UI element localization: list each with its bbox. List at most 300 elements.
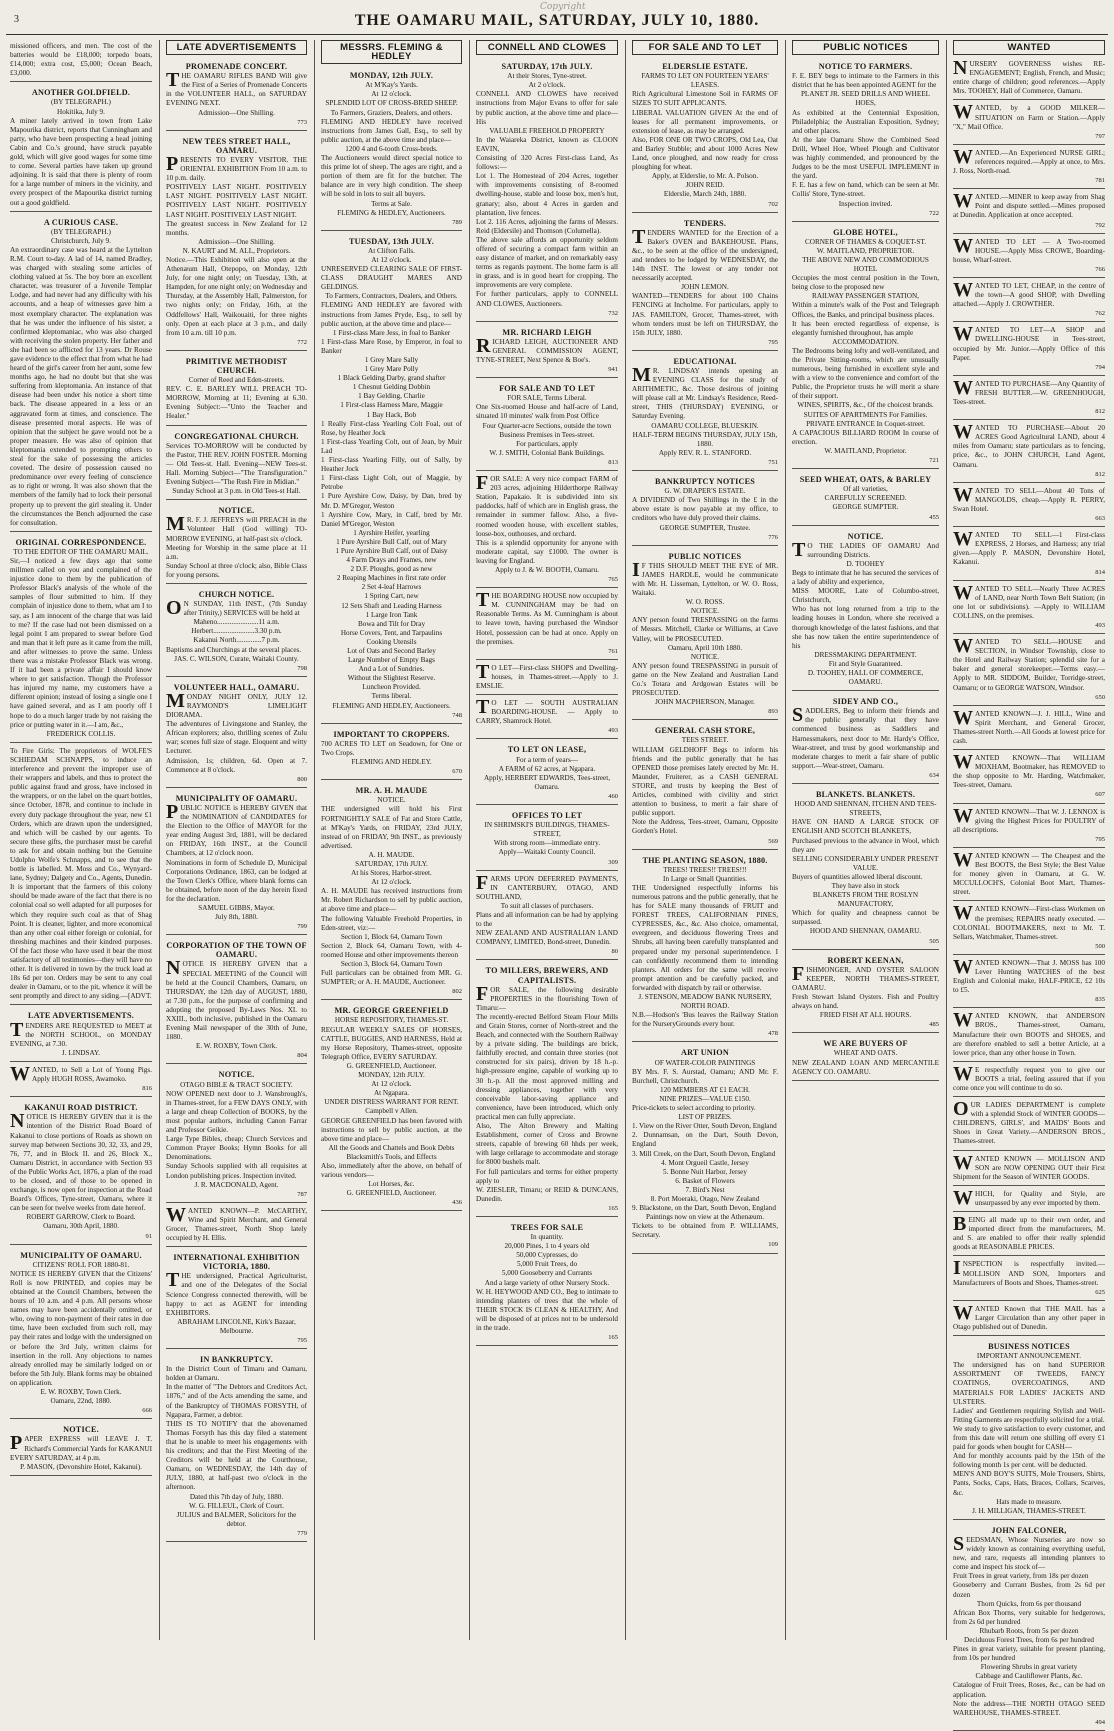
advertisement [166,428,307,501]
ad-text: Large Number of Empty Bags [348,656,435,665]
ad-number: 795 [297,1337,307,1344]
ad-text: Plans and all information can be had by applying to the [476,910,618,929]
ad-text: Fit and Style Guaranteed. [828,659,903,668]
ad-text: WHICH, for Quality and Style, are unsurpassed by any ever imported by them. [953,1186,1105,1209]
ad-text: Dated this 7th day of July, 1880. [189,1492,284,1501]
ad-text: W. MAITLAND, Proprietor. [824,446,907,455]
ad-text: W. G. FILLEUL, Clerk of Court. [189,1501,284,1510]
ad-text: JAS. C. WILSON, Curate, Waitaki County. [174,654,299,663]
ad-number: 91 [145,1232,152,1240]
ad-text: missioned officers, and men. The cost of the batteries would be £18,000; torpedo boats, £14,000; extra cost, £5,000; Ocean Beach, £3,000. [10,42,152,78]
ad-text: 1 Chesnut Gelding Dobbin [352,383,431,392]
advertisement [10,214,152,532]
ad-text: FOR SALE, Terms Liberal. [507,394,587,403]
ad-text: At his Stores, Harbor-street. [351,869,432,878]
ad-text: Horse Covers, Tent, and Tarpaulins [340,628,443,637]
column-heading: MESSRS. FLEMING & HEDLEY [321,40,462,64]
ad-text: 700 ACRES TO LET on Seadown, for One or Two Crops. [321,739,462,757]
ad-text: At 2 o'clock. [528,81,566,90]
page-number: 3 [14,14,19,25]
ad-number: 941 [608,366,618,374]
advertisement [632,215,778,351]
ad-text: ANY person found TRESPASSING on the farms of Messrs. Mitchell, Clarke or Williams, at Cave Valley, will be PROSECUTED. [632,616,778,643]
ad-title: THE PLANTING SEASON, 1880. [642,855,768,865]
ad-text: At Ngapara. [373,1089,410,1098]
advertisement [166,790,307,935]
ad-text: PRIVATE ENTRANCE In Coquet-street. [806,419,925,428]
ad-text: Meeting for Worship in the same place at 11 a.m. [166,543,307,561]
ad-text: HALF-TERM BEGINS THURSDAY, JULY 15th, 1880. [632,430,778,448]
ad-text: ACCOMMODATION. [832,337,899,346]
column-5 [628,40,782,1640]
ad-text: G. GREENFIELD, Auctioneer. [346,1189,437,1198]
ad-text: 4 Farm Drays and Frames, new [346,556,437,565]
ad-title: MONDAY, 12th JULY. [349,71,434,81]
ad-text: BY Mrs. F. S. Aurstad, Oamaru; AND Mr. F. Burchell, Christchurch. [632,1067,778,1085]
ad-title: WE ARE BUYERS OF [823,1039,908,1049]
ad-text: NOTICE IS HEREBY GIVEN that it is the intention of the District Road Board of Kakanui to close portions of Roads as shown on survey map between Sections 30, 32, 33, and 29, 76, 77, and in Block II. and 26, Block X., Oamaru District, in accordance with Section 93 of the Public Works Act, 1876, a plan of the road to be closed, and of those to be opened in exchange, is now open for inspection at the Road Board's Offices, Tyne-street, Oamaru, where it can be seen for twelve weeks from date hereof. [10,1110,152,1213]
ad-text: CITIZENS' ROLL FOR 1880-81. [32,1260,130,1269]
advertisement [321,782,462,1000]
ad-number: 814 [1095,568,1105,576]
ad-title: PROMENADE CONCERT. [185,62,288,72]
ad-text: Ladies' and Gentlemen requiring Stylish and Well-Fitting Garments are respectfully solicited for a trial. [953,1406,1105,1424]
ad-text: Flowering Shrubs in great variety [980,1663,1078,1672]
ad-text: UNRESERVED CLEARING SALE OF FIRST-CLASS DRAUGHT MARES AND GELDINGS. [321,265,462,292]
advertisement [953,752,1105,803]
ad-text: Oamaru, 22nd, 1880. [50,1397,112,1406]
ad-text: FLEMING AND HEDLEY, Auctioneers. [332,701,451,710]
advertisement [476,380,618,471]
ad-text: 1 Bay Hack, Bob [366,410,417,419]
ad-text: 5,000 Gooseberry and Currants [501,1269,593,1278]
ad-text: Herbert.......................3.30 p.m. [191,627,282,636]
ad-text: 1 First-class Yearling Filly, out of Sally, by Heather Jock [321,456,462,474]
ad-text: HORSE REPOSITORY, THAMES-ST. [334,1016,449,1025]
ad-text: All the Goods and Chattels and Book Debts [328,1143,455,1152]
ad-text: The following Valuable Freehold Properties, in Eden-street, viz:— [321,914,462,932]
ad-text: 1 Black Gelding Darby, grand shafter [337,374,446,383]
ad-text: And a Lot of Sundries. [358,665,425,674]
ad-text: OTAGO BIBLE & TRACT SOCIETY. [180,1080,293,1089]
ad-text: FLEMING AND HEDLEY have received instructions from James Gall, Esq., to sell by public auction, at the above time and place— [321,117,462,144]
ad-text: GEORGE GREENFIELD has been favored with instructions to sell by public auction, at the above time and place— [321,1116,462,1143]
advertisement [792,952,939,1034]
ad-text: A miner lately arrived in town from Lake Mapourika district, reports that Cunningham and party, who have been prospecting a head joining Cabin and Co.'s ground, have struck payable gold, which will give good wages for some time to come. Several parties have taken up ground adjoining. It is said that there is plenty of room for a large number of miners in the vicinity, and every prospect of the Mapourika district turning out a good goldfield. [10,116,152,207]
ad-text: Price-tickets to select according to priority. [632,1104,756,1113]
ad-text: The above sale affords an opportunity seldom offered of securing a compact farm within an easy distance of market, and on remarkably easy terms as regards payment. The home farm is all in grass, and is in good heart for cropping. The improvements are very complete. [476,235,618,290]
ad-text: PUBLIC NOTICE is HEREBY GIVEN that the NOMINATION of CANDIDATES for the Election to the Office of MAYOR for the year ending August 3rd, 1881, will be declared on FRIDAY, 16th INST., at the Council Chambers, at 12 o'clock noon. [166,800,307,858]
ad-text: 1 First-class Harness Mare, Maggie [340,401,443,410]
ad-text: THE ABOVE NEW AND COMMODIOUS HOTEL [802,255,929,274]
ad-title: TO LET ON LEASE, [507,745,587,755]
ad-title: INTERNATIONAL EXHIBITION VICTORIA, 1880. [173,1253,300,1272]
ad-title: TO MILLERS, BREWERS, AND CAPITALISTS. [485,966,609,985]
ad-number: 165 [608,1204,618,1212]
ad-number: 765 [608,576,618,584]
advertisement [953,903,1105,954]
ad-text: 1 First-class Light Colt, out of Maggie, by Petrobe [321,474,462,492]
ad-number: 634 [929,771,939,779]
ad-number: 478 [768,1030,778,1038]
ad-title: MUNICIPALITY OF OAMARU. [20,1250,142,1260]
ad-text: JOHN MACPHERSON, Manager. [655,698,755,707]
ad-text: WINES, SPIRITS, &c., Of the choicest brands. [797,401,934,410]
advertisement [166,1351,307,1542]
ad-text: ON SUNDAY, 11th INST., (7th Sunday after Trinity,) SERVICES will be held at [166,597,307,620]
ad-text: NOTICE. [377,796,406,805]
ad-number: 722 [929,209,939,217]
ad-text: OAMARU COLLEGE, BLUESKIN. [651,421,759,430]
ad-text: Note the Address, Tees-street, Oamaru, Opposite Gorden's Hotel. [632,818,778,836]
ad-number: 794 [1095,363,1105,371]
ad-text: African Box Thorns, very suitable for hedgerows, from 2s 6d per hundred [953,1608,1105,1626]
advertisement [953,636,1105,706]
ad-text: Which for quality and cheapness cannot be surpassed. [792,909,939,927]
advertisement [792,471,939,525]
ad-number: 816 [142,1085,152,1093]
ad-title: CHURCH NOTICE. [198,589,275,599]
ad-text: WANTED KNOWN, that ANDERSON BROS., Thames-street, Oamaru, Manufacture their own BOOTS and SHOES, and are therefore enabled to sell a better Article, at a lower price, than any other house in Town. [953,1009,1105,1057]
ad-title: PUBLIC NOTICES [668,551,742,561]
advertisement [476,324,618,378]
ad-text: Lot 1. The Homestead of 204 Acres, together with improvements consisting of 8-roomed dwelling-house, stable and loose box, men's hut, granary; also, about 4 Acres in garden and plantation, live fences. [476,172,618,217]
ad-text: 1 Grey Mare Polly [364,365,419,374]
ad-text: E. W. ROXBY, Town Clerk. [40,1388,122,1397]
library-stamp: Copyright [540,2,586,12]
ad-number: 893 [768,708,778,716]
ad-number: 800 [297,775,307,783]
ad-text: BEING all made up to their own order, and imported direct from the manufacturers, M. and S. are enabled to offer their really splendid goods at REASONABLE PRICES. [953,1213,1105,1252]
ad-text: REGULAR WEEKLY SALES OF HORSES, CATTLE, BUGGIES, AND HARNESS, Held at my Horse Repository, Thames-street, opposite Telegraph Office, EVERY SATURDAY. [321,1025,462,1061]
ad-text: A. H. MAUDE has received instructions from Mr. Robert Richardson to sell by public auction, at above time and place— [321,887,462,914]
ad-text: Begs to intimate that he has secured the services of a lady of ability and experience, [792,568,939,587]
ad-text: FOR SALE, the following desirable PROPERTIES in the flourishing Town of Timaru:— [476,982,618,1012]
ad-text: PAPER EXPRESS will LEAVE J. T. Richard's Commercial Yards for KAKANUI EVERY SATURDAY, at 4 p.m. [10,1432,152,1462]
ad-text: CAREFULLY SCREENED. [824,494,907,503]
advertisement [321,233,462,724]
ad-text: For a term of years— [516,755,578,764]
ad-text: SELLING CONSIDERABLY UNDER PRESENT VALUE. [792,854,939,872]
advertisement [476,58,618,322]
ad-title: IN BANKRUPTCY. [199,1355,273,1365]
ad-text: N.B.—Hodson's 'Bus leaves the Railway Station for the NurseryGrounds every hour. [632,1011,778,1029]
advertisement [792,58,939,222]
advertisement [792,1035,939,1080]
ad-number: 455 [929,513,939,521]
ad-text: Gooseberry and Currant Bushes, from 2s 6d per dozen [953,1581,1105,1599]
ad-number: 666 [142,1407,152,1415]
ad-number: 787 [297,1190,307,1198]
ad-text: 7. Bird's Nest [685,1185,725,1194]
advertisement [953,850,1105,901]
advertisement [953,1188,1105,1212]
advertisement [476,697,618,739]
ad-number: 761 [608,647,618,655]
ad-text: Oamaru, 30th April, 1880. [43,1222,119,1231]
ad-text: Rhubarb Roots, from 5s per dozen [979,1626,1079,1635]
ad-title: VOLUNTEER HALL, OAMARU. [173,682,300,692]
ad-text: To Farmers, Graziers, Dealers, and others. [330,108,453,117]
advertisement [476,473,618,588]
ad-text: In the District Court of Timaru and Oamaru, holden at Oamaru. [166,1365,307,1383]
ad-number: 799 [297,923,307,931]
advertisement [10,1064,152,1097]
ad-text: WANTED KNOWN—First-class Workmen on the premises; REPAIRS neatly executed. — COLONIAL BOOTMAKERS, next to Mr. T. Sellars, Watchmaker, Thames-street. [953,902,1105,941]
ad-text: NOTICE IS HEREBY GIVEN that a SPECIAL MEETING of the Council will be held at the Council Chambers, Oamaru, on THURSDAY, the 12th day of AUGUST, 1880, at 7.30 p.m., for the purpose of confirming and adopting the proposed By-Laws Nos. XI. to XXIII., both inclusive, published in the Oamaru Evening Mail newspaper of the 30th of June, 1880. [166,957,307,1042]
ad-text: For further particulars, apply to CONNELL AND CLOWES, Auctioneers. [476,290,618,308]
ad-text: 4. Mont Orgueil Castle, Jersey [661,1158,749,1167]
ad-text: 2 Reaping Machines in first rate order [336,574,447,583]
ad-text: At Clifton Falls. [368,246,415,255]
ad-title: PRIMITIVE METHODIST CHURCH. [185,356,288,375]
ad-text: 1 Pure Ayrshire Bull Calf, out of Mary [336,537,447,546]
ad-text: Also, The Alton Brewery and Malting Establishment, corner of Cross and Browne streets, capable of brewing 60 hhds per week, with large cellarage to accommodate and storage for 8000 bushels malt. [476,1122,618,1167]
advertisement [10,1099,152,1244]
advertisement [953,485,1105,527]
advertisement [476,873,618,961]
ad-text: 6. Basket of Flowers [675,1176,735,1185]
ad-title: ORIGINAL CORRESPONDENCE. [15,537,147,547]
ad-text: Deciduous Forest Trees, from 6s per hundred [964,1635,1094,1644]
ad-text: Apply to J. & W. BOOTH, Oamaru. [495,565,599,574]
ad-text: GEORGE SUMPTER, Trustee. [659,523,751,532]
ad-number: 500 [1095,942,1105,950]
ad-text: To suit all classes of purchasers. [500,901,594,910]
ad-text: FREDERICK COLLIS. [46,729,116,738]
ad-text: TO LET—First-class SHOPS and Dwelling-houses, in Thames-street.—Apply to J. EMSLIE. [476,660,618,690]
advertisement [632,473,778,546]
ad-text: WANTED, to Sell a Lot of Young Pigs. Apply HUGH ROSS, Awamoko. [10,1062,152,1085]
ad-text: And a large variety of other Nursery Stock. [484,1278,610,1287]
advertisement [166,586,307,677]
ad-text: WANTED TO SELL—HOUSE and SECTION, in Windsor Township, close to the Hotel and Railway Station; splendid site for a baker and general storekeeper.—Terms easy.—Apply to MR. SIDDOM, Builder, Torridge-street, Oamaru; or to GEORGE WATSON, Windsor. [953,635,1105,692]
ad-text: Cabbage and Cauliflower Plants, &c. [975,1672,1083,1681]
ad-text: NOTICE. [690,607,720,616]
ad-number: 80 [611,948,618,956]
advertisement [953,58,1105,100]
ad-number: 766 [1095,265,1105,273]
ad-text: 1 Really First-class Yearling Colt Foal, out of Rose, by Heather Jock [321,419,462,437]
column-2 [162,40,311,1640]
ad-text: N. KAURT and M. ALL, Proprietors. [182,246,291,255]
ad-number: 789 [452,218,462,226]
ad-title: NOTICE. [847,531,884,541]
advertisement [166,133,307,351]
ad-text: Services TO-MORROW will be conducted by the Pastor, THE REV. JOHN FOSTER. Morning — Old Tees-st. Hall. Evening—NEW Tees-st. Hall. Morning Subject—"The Transfiguration." Evening Subject—"The Rush Fire in Midian." [166,441,307,487]
ad-number: 165 [608,1334,618,1342]
ad-text: Hats made to measure. [996,1497,1062,1506]
ad-title: ANOTHER GOLDFIELD. [31,88,131,98]
ad-number: 762 [1095,310,1105,318]
ad-text: TREES! TREES!! TREES!!! [663,865,747,874]
ad-text: 2. Dunnamsan, on the Dart, South Devon, England [632,1131,778,1149]
ad-title: TUESDAY, 13th JULY. [349,236,434,246]
ad-title: GENERAL CASH STORE, [654,726,756,736]
ad-text: Lot 2. 116 Acres, adjoining the farms of Messrs. Reid (Eldersile) and Thomson (Columella). [476,217,618,235]
ad-title: SEED WHEAT, OATS, & BARLEY [799,475,932,485]
ad-text: LIST OF PRIZES. [678,1113,732,1122]
advertisement [953,236,1105,278]
ad-text: To Farmers, Contractors, Dealers, and Others. [325,292,458,301]
advertisement [10,40,152,82]
advertisement [792,224,939,469]
advertisement [321,726,462,780]
ad-number: 607 [1095,791,1105,799]
ad-text: Sunday Schools supplied with all requisites at London publishing prices. Inspection invited. [166,1162,307,1180]
ad-text: Terms liberal. [371,692,412,701]
ad-text: J. LINDSAY. [61,1048,101,1057]
ad-text: CONNELL AND CLOWES have received instructions from Major Evans to offer for sale by public auction, at the above time and place—His [476,90,618,126]
ad-text: Corner of Reed and Eden-streets. [188,376,285,385]
ad-text: SPLENDID LOT OF CROSS-BRED SHEEP. [325,99,458,108]
ad-text: Also, immediately after the above, on behalf of various vendors— [321,1161,462,1180]
ad-number: 772 [297,338,307,346]
ad-title: NEW TEES STREET HALL, OAMARU. [182,136,291,155]
ad-text: G. GREENFIELD, Auctioneer. [346,1061,437,1070]
advertisement [632,722,778,849]
ad-text: 1 First-class Mare Jess, in foal to Banker [332,328,451,337]
ad-text: (BY TELEGRAPH.) [51,98,111,107]
ad-text: The Auctioneers would direct special notice to this prime lot of sheep. The ages are right, and a portion of them are fit for the butcher. The balance are in very high condition. The sheep will be sold in lots to suit all buyers. [321,154,462,199]
ad-title: BANKRUPTCY NOTICES [655,477,755,487]
ad-text: WANTED TO LET—A SHOP and DWELLING-HOUSE in Tees-street, occupied by Mr. Junior.—Apply Office of this Paper. [953,323,1105,362]
ad-number: 813 [608,458,618,466]
ad-text: At the late Oamaru Show the Combined Seed Drill, Wheel Hoe, Wheel Plough and Cultivator was highly commended, and pronounced by the Judges to be the most USEFUL IMPLEMENT in the yard. [792,135,939,181]
ad-title: JOHN FALCONER, [991,1525,1067,1535]
ad-text: Apply REV. R. L. STANFORD. [658,448,752,457]
ad-text: THE OAMARU RIFLES BAND Will give the First of a Series of Promenade Concerts in the VOLUNTEER HALL, on SATURDAY EVENING NEXT. [166,69,307,108]
ad-text: IF THIS SHOULD MEET THE EYE of MR. JAMES HARDLE, would he communicate with Mr. H. Lisseman, Lyttelton, or W. O. Ross, Waitaki. [632,558,778,598]
ad-title: SATURDAY, 17th JULY. [501,62,593,72]
advertisement [953,378,1105,420]
ad-text: To Fire Girls: The proprietors of WOLFE'S SCHIEDAM SCHNAPPS, to induce an interference and prevent the improper use of their wrappers and labels, and thus to protect the public against fraud and gross, have inclosed in the wrappers, or on the label on the quart bottles, since October, 1878, and continue to include in every duty package throughout the year, new £1 Orders, which are drawn upon the undersigned, and which will be cashed by our agents. To secure these gifts, the purchaser must be careful to ask for and obtain nothing but the Genuine Udolpho Wolfe's Schnapps, and to see that the bottle is labelled. M. Moss and Co., Wynyard-lane, Sydney; Dalgety and Co., Agents, Dunedin. It is important that the farmers of this colony should be made aware of the fact that there is no colonial coal so well adapted for all purposes for which they require such coal as that of Shag Point. It is cleaner, lighter, and more economical than any other coal either foreign or colonial, for threshing machines and their kindred purposes. Of the fact those who have used it bear the most satisfactory of all testimonies—they will have no other. It is delivered in town by the truck load at 18s 6d per ton. Orders may be sent to any coal dealer in Oamaru, or to the pit, whence it will be sent promptly and direct to any siding.—[ADVT. [10,746,152,1001]
ad-text: NOTICE IS HEREBY GIVEN that the Citizens' Roll is now PRINTED, and copies may be obtained at the Council Chambers, between the hours of 10 a.m. and 4 p.m. All persons whose names may have been accidentally omitted, or who, owing to non-payment of their rates in due time, have been excluded from such roll, may pay their rates and lodge with the undersigned on or before the 3rd July, written claims for insertion in the roll. Any objections to names already enrolled may be similarly lodged on or before the 5th July. Blank forms may be obtained on application. [10,1269,152,1387]
ad-text: Elderslie, March 24th, 1880. [663,190,747,199]
ad-text: As exhibited at the Centennial Exposition, Philadelphia; the Australian Exposition, Sydney; and other places. [792,108,939,135]
ad-text: (BY TELEGRAPH.) [51,227,111,236]
ad-text: Fruit Trees in great variety, from 18s per dozen [953,1572,1089,1581]
advertisement [953,957,1105,1008]
advertisement [953,529,1105,580]
ad-title: IMPORTANT TO CROPPERS. [333,729,450,739]
ad-text: 1 Spring Cart, new [364,592,419,601]
ad-text: WANTED TO PURCHASE—About 20 ACRES Good Agricultural LAND, about 4 miles from Oamaru; state particulars as to fencing, price, &c., to JOHN CHURCH, Land Agent, Oamaru. [953,421,1105,469]
ad-text: We study to give satisfaction to every customer, and from this date will return one shilling off every £1 paid for goods when bought for CASH— [953,1424,1105,1452]
ad-text: An extraordinary case was heard at the Lyttelton R.M. Court to-day. A lad of 14, named Bradley, was charged with stealing some articles of clothing valued at 5s. The boy bore an excellent character, was treasurer of a Juvenile Templar Lodge, and had never had any difficulty with his accounts, and a heap of witnesses gave him a most exemplary character. The explanation was that he was under the influence of his sister, a confirmed kleptomaniac, who was also charged with receiving the stolen property. Her father and she had been so afflicted for 13 years. Dr Rouse gave evidence to the effect that from what he had heard of the girl's career from her aunt, some few months ago, he had no doubt but that she was suffering from kleptomania. An instance of that disease had been under his notice a short time back. The disease appeared in a less or an aggravated form at times, and conscience. The disease presented moral aspects. He was of opinion that the subject he gave would not be a proper measure. He was also of opinion that kleptomania extended to prompting others to steal for the sake of possessing the articles coveted. The desire of possession caused no predominance over every feeling of conscience as to right or wrong. It was also shown that the members of the family had to lock their personal property up to prevent the girl stealing it. Under the circumstances the Bench adjourned the case for consultation. [10,245,152,527]
ad-text: At 12 o'clock. [371,255,412,264]
column-4 [472,40,622,1640]
ad-text: Sunday School at 3 p.m. in Old Tees-st Hall. [172,487,301,496]
ad-text: Apply, HERBERT EDWARDS, Tees-street, Oamaru. [483,773,611,791]
ad-number: 109 [768,1241,778,1249]
ad-number: 460 [608,792,618,800]
ad-text: It has been erected regardless of expense, is elegantly furnished throughout, has ample [792,319,939,337]
masthead-rule [6,34,1108,35]
ad-text: TEES STREET. [681,736,729,745]
ad-text: Within a minute's walk of the Post and Telegraph Offices, the Banks, and principal business places. [792,301,939,319]
advertisement [476,662,618,695]
advertisement [632,1044,778,1253]
advertisement [166,502,307,584]
ad-text: At 12 o'clock. [371,878,412,887]
ad-text: FOR SALE: A very nice compact FARM of 203 acres, adjoining Hilderthorpe Railway Station, Papakaio. It is subdivided into six paddocks, half of which are in English grass, the remainder in summer fallow. Also, a five-roomed wooden house, with excellent stables, loose-box, outhouses, and orchard. [476,472,618,538]
ad-text: NEW ZEALAND LOAN AND MERCANTILE AGENCY CO. OAMARU. [792,1058,939,1076]
ad-text: WANTED KNOWN—P. McCARTHY, Wine and Spirit Merchant, and General Grocer, Thames-street, North Shop lately occupied by H. Ellis. [166,1203,307,1243]
ad-text: NURSERY GOVERNESS wishes RE-ENGAGEMENT; English, French, and Music; entire charge of children; good references.—Apply Mrs. TOOHEY, Hall of Commerce, Oamaru. [953,57,1105,96]
ad-text: ROBERT GARROW, Clerk to Board. [26,1213,136,1222]
ad-text: RICHARD LEIGH, AUCTIONEER AND GENERAL COMMISSION AGENT, TYNE-STREET, Next Spence & Boe's. [476,334,618,364]
advertisement [953,191,1105,233]
ad-text: Section 2, Block 64, Oamaru Town, with 4-roomed House and other improvements thereon [321,941,462,959]
ad-text: BLANKETS FROM THE ROSLYN MANUFACTORY, [812,891,919,909]
ad-text: NEW ZEALAND AND AUSTRALIAN LAND COMPANY, LIMITED, Bond-street, Dunedin. [476,929,618,947]
ad-title: MUNICIPALITY OF OAMARU. [175,793,298,803]
ad-text: FLEMING & HEDLEY, Auctioneers. [337,208,446,217]
ad-text: THIS IS TO NOTIFY that the abovenamed Thomas Forsyth has this day filed a statement that he is unable to meet his engagements with his creditors; and that the First Meeting of the Creditors will be held at the Courthouse, Oamaru, on WEDNESDAY, the 14th day of JULY, 1880, at half-past two o'clock in the afternoon. [166,1419,307,1492]
advertisement [476,1219,618,1346]
ad-text: 1200 4 and 6-tooth Cross-breds. [345,144,438,153]
ad-text: 1 Bay Gelding, Charlie [358,392,425,401]
ad-text: 12 Sets Shaft and Leading Harness [341,601,442,610]
ad-number: 804 [297,1052,307,1060]
ad-text: IMPORTANT ANNOUNCEMENT. [976,1352,1082,1361]
ad-text: 50,000 Cypresses, do [516,1251,578,1260]
ad-number: 732 [608,309,618,317]
ad-text: Sunday School at three o'clock; also, Bible Class for young persons. [166,561,307,579]
ad-title: NOTICE TO FARMERS. [818,62,913,72]
ad-text: Inspection invited. [838,199,893,208]
ad-text: A FARM of 62 acres, at Ngapara. [498,764,596,773]
ad-text: NOTICE. [690,652,720,661]
ad-number: 493 [608,727,618,735]
ad-text: Admission, 1s; children, 6d. Open at 7. Commence at 8 o'clock. [166,756,307,774]
ad-text: SUITES OF APARTMENTS For Families. [803,410,928,419]
ad-text: Business Premises in Tees-street. [499,430,595,439]
ad-text: Admission—One Shilling. [198,237,275,246]
ad-text: NOW OPENED next door to J. Wansbrough's, in Thames-street, for a FEW DAYS ONLY, with a large and cheap Collection of BOOKS, by the most popular authors, including Canon Farrar and Professor Geikie. [166,1089,307,1135]
ad-number: 798 [297,664,307,672]
ad-text: Fresh Stewart Island Oysters. Fish and Poultry always on hand. [792,993,939,1011]
column-1 [6,40,156,1640]
ad-number: 721 [929,457,939,465]
advertisement [166,1066,307,1202]
ad-text: MR. LINDSAY intends opening an EVENING CLASS for the study of ARITHMETIC, &c. Those desirous of joining will please call at Mr. Lindsay's Residence, Reed-street, THIS (THURSDAY) EVENING, or Saturday Evening. [632,364,778,421]
ad-text: MONDAY, 12th JULY. [358,1071,425,1080]
ad-text: WANTED TO SELL—About 40 Tons of MANGOLDS, cheap.—Apply R. PERRY, Swan Hotel. [953,483,1105,513]
ad-text: Admission—One Shilling. [198,108,275,117]
ad-text: GEORGE SUMPTER. [832,503,899,512]
advertisement [166,1205,307,1247]
ad-text: FARMS TO LET ON FOURTEEN YEARS' LEASES. [641,72,769,90]
column-3 [317,40,466,1640]
advertisement [953,708,1105,750]
ad-number: 773 [297,118,307,126]
ad-text: Terms at Sale. [371,199,412,208]
ad-text: Bowa and Tilt for Dray [357,619,426,628]
ad-text: A DIVIDEND of Two Shillings in the £ in the above estate is now payable at my office, to creditors who have duly proved their claims. [632,496,778,523]
ad-text: Buyers of quantities allowed liberal discount. [792,872,923,881]
advertisement [166,353,307,426]
ad-text: THE Undersigned respectfully informs his numerous patrons and the public generally, that he has for SALE many thousands of FRUIT and FOREST TREES, CALIFORNIAN PINES, CYPRESSES, &c., &c. Also choice, ornamental, evergreen, and deciduous flowering Trees and Shrubs, all having been carefully transplanted and prepared under my personal superintendence. I can confidently recommend them to intending planters. All orders for the same will receive prompt attention and be carefully packed, and forwarded with dispatch by rail or otherwise. [632,883,778,992]
advertisement [953,1522,1105,1731]
ad-text: THE undersigned, Practical Agriculturist, and one of the Delegates of the Social Science Congress connected therewith, will be happy to act as AGENT for intending EXHIBITORS. [166,1269,307,1317]
ad-text: SADDLERS, Beg to inform their friends and the public generally that they have commenced business as Saddlers and Harnessmakers, next door to Mr. Hardy's Office, Wear-street, and trust by good workmanship and moderate charges to merit a fair share of public support.—Wear-street, Oamaru. [792,704,939,770]
ad-text: The adventures of Livingstone and Stanley, the African explorers; also, thrilling scenes of Zulu war; scenes full size of stage. Eloquent and witty Lecturer. [166,720,307,756]
ad-text: LIBERAL VALUATION GIVEN At the end of leases for all permanent improvements, or extension of lease, as may be arranged. [632,108,778,135]
ad-text: JOHN LEMON. [681,283,729,292]
ad-text: 2 D.F. Ploughs, good as new [350,565,433,574]
